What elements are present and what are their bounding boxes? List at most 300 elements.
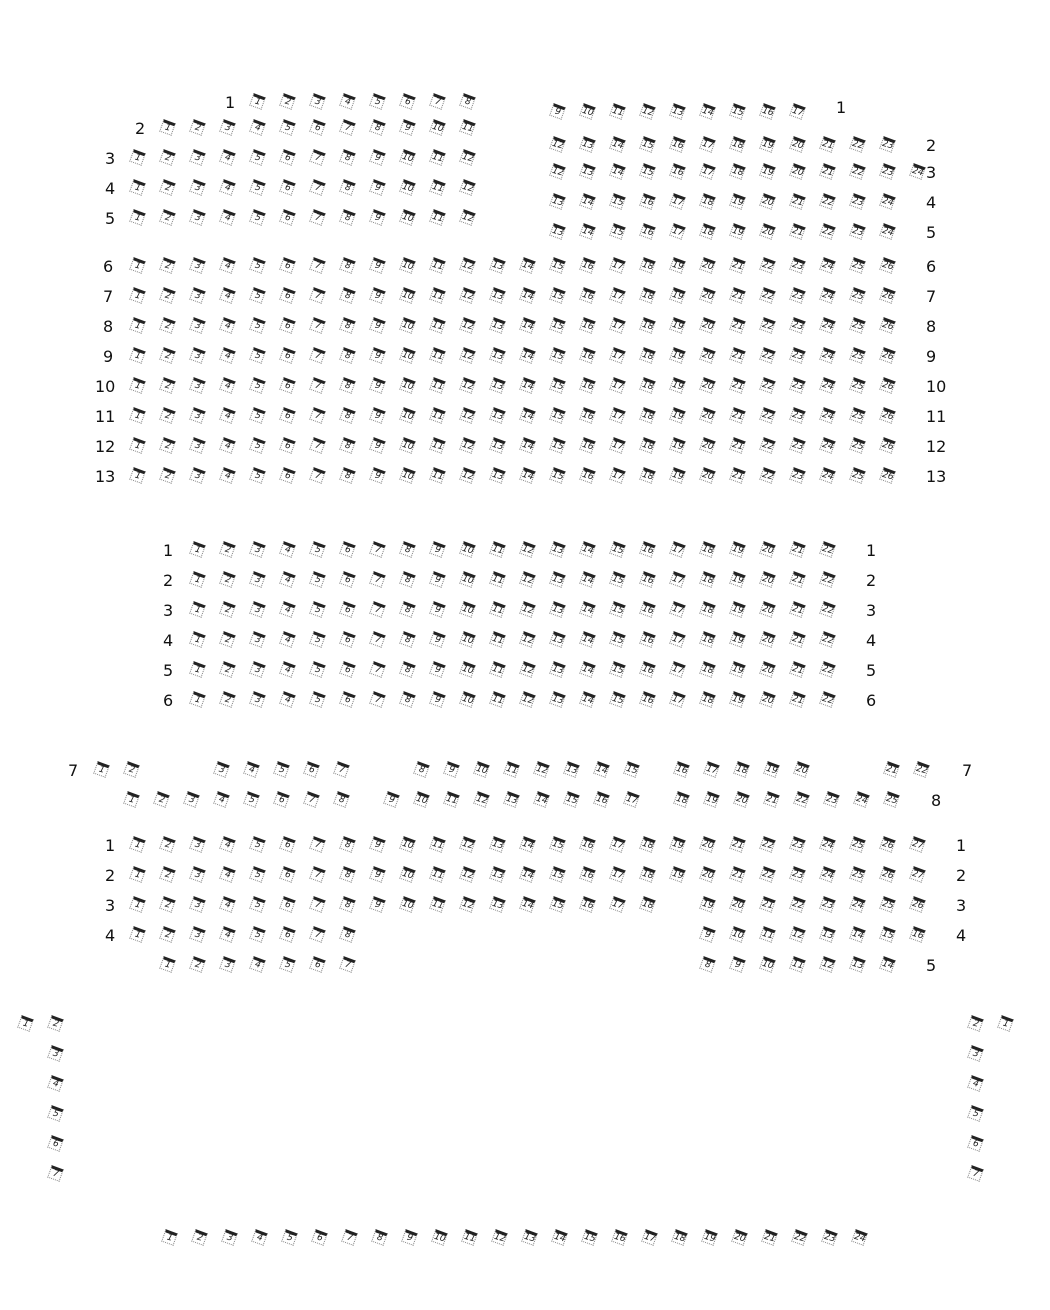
seat[interactable]	[669, 571, 686, 588]
seat[interactable]	[249, 631, 266, 648]
seat[interactable]	[669, 407, 686, 424]
seat[interactable]	[819, 287, 836, 304]
seat[interactable]	[913, 761, 930, 778]
seat[interactable]	[519, 257, 536, 274]
seat[interactable]	[183, 791, 200, 808]
seat[interactable]	[129, 317, 146, 334]
seat[interactable]	[759, 571, 776, 588]
seat[interactable]	[729, 347, 746, 364]
seat[interactable]	[789, 257, 806, 274]
seat[interactable]	[249, 149, 266, 166]
seat[interactable]	[459, 691, 476, 708]
seat[interactable]	[159, 347, 176, 364]
seat[interactable]	[399, 377, 416, 394]
seat[interactable]	[153, 791, 170, 808]
seat[interactable]	[473, 761, 490, 778]
seat[interactable]	[429, 601, 446, 618]
seat[interactable]	[849, 866, 866, 883]
seat[interactable]	[579, 163, 596, 180]
seat[interactable]	[279, 467, 296, 484]
seat[interactable]	[669, 317, 686, 334]
seat[interactable]	[249, 257, 266, 274]
seat[interactable]	[339, 377, 356, 394]
seat[interactable]	[399, 257, 416, 274]
seat[interactable]	[909, 896, 926, 913]
seat[interactable]	[399, 93, 416, 110]
seat[interactable]	[579, 437, 596, 454]
seat[interactable]	[489, 631, 506, 648]
seat[interactable]	[593, 761, 610, 778]
seat[interactable]	[549, 836, 566, 853]
seat[interactable]	[309, 93, 326, 110]
seat[interactable]	[249, 836, 266, 853]
seat[interactable]	[219, 571, 236, 588]
seat[interactable]	[47, 1045, 64, 1062]
seat[interactable]	[369, 407, 386, 424]
seat[interactable]	[369, 467, 386, 484]
seat[interactable]	[789, 836, 806, 853]
seat[interactable]	[219, 149, 236, 166]
seat[interactable]	[761, 1229, 778, 1246]
seat[interactable]	[609, 136, 626, 153]
seat[interactable]	[159, 467, 176, 484]
seat[interactable]	[503, 791, 520, 808]
seat[interactable]	[489, 317, 506, 334]
seat[interactable]	[609, 541, 626, 558]
seat[interactable]	[699, 377, 716, 394]
seat[interactable]	[879, 866, 896, 883]
seat[interactable]	[489, 571, 506, 588]
seat[interactable]	[413, 761, 430, 778]
seat[interactable]	[729, 437, 746, 454]
seat[interactable]	[279, 179, 296, 196]
seat[interactable]	[549, 407, 566, 424]
seat[interactable]	[309, 601, 326, 618]
seat[interactable]	[219, 257, 236, 274]
seat[interactable]	[369, 119, 386, 136]
seat[interactable]	[369, 571, 386, 588]
seat[interactable]	[699, 163, 716, 180]
seat[interactable]	[429, 437, 446, 454]
seat[interactable]	[251, 1229, 268, 1246]
seat[interactable]	[489, 691, 506, 708]
seat[interactable]	[279, 407, 296, 424]
seat[interactable]	[759, 193, 776, 210]
seat[interactable]	[729, 163, 746, 180]
seat[interactable]	[579, 103, 596, 120]
seat[interactable]	[759, 467, 776, 484]
seat[interactable]	[733, 791, 750, 808]
seat[interactable]	[879, 193, 896, 210]
seat[interactable]	[429, 541, 446, 558]
seat[interactable]	[549, 317, 566, 334]
seat[interactable]	[699, 136, 716, 153]
seat[interactable]	[759, 407, 776, 424]
seat[interactable]	[669, 347, 686, 364]
seat[interactable]	[489, 601, 506, 618]
seat[interactable]	[609, 601, 626, 618]
seat[interactable]	[459, 347, 476, 364]
seat[interactable]	[789, 691, 806, 708]
seat[interactable]	[189, 571, 206, 588]
seat[interactable]	[579, 407, 596, 424]
seat[interactable]	[639, 223, 656, 240]
seat[interactable]	[399, 601, 416, 618]
seat[interactable]	[789, 103, 806, 120]
seat[interactable]	[759, 103, 776, 120]
seat[interactable]	[519, 541, 536, 558]
seat[interactable]	[279, 119, 296, 136]
seat[interactable]	[819, 956, 836, 973]
seat[interactable]	[189, 691, 206, 708]
seat[interactable]	[159, 317, 176, 334]
seat[interactable]	[699, 347, 716, 364]
seat[interactable]	[699, 661, 716, 678]
seat[interactable]	[489, 257, 506, 274]
seat[interactable]	[399, 467, 416, 484]
seat[interactable]	[413, 791, 430, 808]
seat[interactable]	[731, 1229, 748, 1246]
seat[interactable]	[189, 926, 206, 943]
seat[interactable]	[279, 836, 296, 853]
seat[interactable]	[579, 866, 596, 883]
seat[interactable]	[729, 193, 746, 210]
seat[interactable]	[459, 896, 476, 913]
seat[interactable]	[879, 926, 896, 943]
seat[interactable]	[609, 437, 626, 454]
seat[interactable]	[279, 257, 296, 274]
seat[interactable]	[639, 631, 656, 648]
seat[interactable]	[339, 926, 356, 943]
seat[interactable]	[733, 761, 750, 778]
seat[interactable]	[519, 571, 536, 588]
seat[interactable]	[791, 1229, 808, 1246]
seat[interactable]	[639, 103, 656, 120]
seat[interactable]	[249, 956, 266, 973]
seat[interactable]	[219, 541, 236, 558]
seat[interactable]	[579, 661, 596, 678]
seat[interactable]	[579, 541, 596, 558]
seat[interactable]	[759, 287, 776, 304]
seat[interactable]	[549, 377, 566, 394]
seat[interactable]	[789, 136, 806, 153]
seat[interactable]	[443, 791, 460, 808]
seat[interactable]	[489, 437, 506, 454]
seat[interactable]	[521, 1229, 538, 1246]
seat[interactable]	[609, 163, 626, 180]
seat[interactable]	[609, 377, 626, 394]
seat[interactable]	[519, 287, 536, 304]
seat[interactable]	[339, 956, 356, 973]
seat[interactable]	[459, 836, 476, 853]
seat[interactable]	[399, 119, 416, 136]
seat[interactable]	[609, 571, 626, 588]
seat[interactable]	[489, 541, 506, 558]
seat[interactable]	[789, 347, 806, 364]
seat[interactable]	[699, 866, 716, 883]
seat[interactable]	[669, 631, 686, 648]
seat[interactable]	[849, 287, 866, 304]
seat[interactable]	[639, 377, 656, 394]
seat[interactable]	[823, 791, 840, 808]
seat[interactable]	[819, 193, 836, 210]
seat[interactable]	[793, 761, 810, 778]
seat[interactable]	[579, 601, 596, 618]
seat[interactable]	[279, 866, 296, 883]
seat[interactable]	[249, 437, 266, 454]
seat[interactable]	[729, 631, 746, 648]
seat[interactable]	[429, 93, 446, 110]
seat[interactable]	[333, 761, 350, 778]
seat[interactable]	[249, 601, 266, 618]
seat[interactable]	[849, 437, 866, 454]
seat[interactable]	[669, 437, 686, 454]
seat[interactable]	[609, 691, 626, 708]
seat[interactable]	[249, 541, 266, 558]
seat[interactable]	[609, 317, 626, 334]
seat[interactable]	[219, 631, 236, 648]
seat[interactable]	[549, 223, 566, 240]
seat[interactable]	[819, 631, 836, 648]
seat[interactable]	[699, 896, 716, 913]
seat[interactable]	[159, 926, 176, 943]
seat[interactable]	[129, 836, 146, 853]
seat[interactable]	[609, 866, 626, 883]
seat[interactable]	[549, 347, 566, 364]
seat[interactable]	[129, 347, 146, 364]
seat[interactable]	[399, 407, 416, 424]
seat[interactable]	[279, 149, 296, 166]
seat[interactable]	[759, 836, 776, 853]
seat[interactable]	[819, 661, 836, 678]
seat[interactable]	[729, 836, 746, 853]
seat[interactable]	[429, 836, 446, 853]
seat[interactable]	[639, 287, 656, 304]
seat[interactable]	[789, 926, 806, 943]
seat[interactable]	[213, 791, 230, 808]
seat[interactable]	[429, 317, 446, 334]
seat[interactable]	[219, 836, 236, 853]
seat[interactable]	[309, 317, 326, 334]
seat[interactable]	[763, 761, 780, 778]
seat[interactable]	[369, 661, 386, 678]
seat[interactable]	[673, 791, 690, 808]
seat[interactable]	[309, 377, 326, 394]
seat[interactable]	[339, 601, 356, 618]
seat[interactable]	[549, 103, 566, 120]
seat[interactable]	[309, 407, 326, 424]
seat[interactable]	[763, 791, 780, 808]
seat[interactable]	[489, 896, 506, 913]
seat[interactable]	[249, 407, 266, 424]
seat[interactable]	[243, 791, 260, 808]
seat[interactable]	[609, 287, 626, 304]
seat[interactable]	[189, 896, 206, 913]
seat[interactable]	[219, 926, 236, 943]
seat[interactable]	[473, 791, 490, 808]
seat[interactable]	[879, 223, 896, 240]
seat[interactable]	[189, 661, 206, 678]
seat[interactable]	[611, 1229, 628, 1246]
seat[interactable]	[879, 377, 896, 394]
seat[interactable]	[699, 467, 716, 484]
seat[interactable]	[189, 377, 206, 394]
seat[interactable]	[551, 1229, 568, 1246]
seat[interactable]	[699, 541, 716, 558]
seat[interactable]	[729, 317, 746, 334]
seat[interactable]	[819, 223, 836, 240]
seat[interactable]	[249, 467, 266, 484]
seat[interactable]	[519, 661, 536, 678]
seat[interactable]	[967, 1165, 984, 1182]
seat[interactable]	[339, 467, 356, 484]
seat[interactable]	[429, 896, 446, 913]
seat[interactable]	[879, 163, 896, 180]
seat[interactable]	[129, 257, 146, 274]
seat[interactable]	[189, 437, 206, 454]
seat[interactable]	[279, 926, 296, 943]
seat[interactable]	[219, 209, 236, 226]
seat[interactable]	[47, 1075, 64, 1092]
seat[interactable]	[189, 866, 206, 883]
seat[interactable]	[759, 257, 776, 274]
seat[interactable]	[429, 377, 446, 394]
seat[interactable]	[579, 223, 596, 240]
seat[interactable]	[853, 791, 870, 808]
seat[interactable]	[703, 761, 720, 778]
seat[interactable]	[383, 791, 400, 808]
seat[interactable]	[759, 437, 776, 454]
seat[interactable]	[17, 1015, 34, 1032]
seat[interactable]	[189, 631, 206, 648]
seat[interactable]	[311, 1229, 328, 1246]
seat[interactable]	[849, 193, 866, 210]
seat[interactable]	[459, 93, 476, 110]
seat[interactable]	[371, 1229, 388, 1246]
seat[interactable]	[159, 149, 176, 166]
seat[interactable]	[819, 571, 836, 588]
seat[interactable]	[789, 661, 806, 678]
seat[interactable]	[967, 1045, 984, 1062]
seat[interactable]	[339, 407, 356, 424]
seat[interactable]	[399, 836, 416, 853]
seat[interactable]	[459, 601, 476, 618]
seat[interactable]	[849, 257, 866, 274]
seat[interactable]	[729, 257, 746, 274]
seat[interactable]	[519, 317, 536, 334]
seat[interactable]	[609, 836, 626, 853]
seat[interactable]	[849, 377, 866, 394]
seat[interactable]	[669, 866, 686, 883]
seat[interactable]	[849, 347, 866, 364]
seat[interactable]	[639, 257, 656, 274]
seat[interactable]	[303, 791, 320, 808]
seat[interactable]	[189, 287, 206, 304]
seat[interactable]	[339, 317, 356, 334]
seat[interactable]	[669, 223, 686, 240]
seat[interactable]	[549, 896, 566, 913]
seat[interactable]	[789, 223, 806, 240]
seat[interactable]	[549, 866, 566, 883]
seat[interactable]	[399, 631, 416, 648]
seat[interactable]	[519, 407, 536, 424]
seat[interactable]	[849, 467, 866, 484]
seat[interactable]	[279, 631, 296, 648]
seat[interactable]	[609, 103, 626, 120]
seat[interactable]	[309, 437, 326, 454]
seat[interactable]	[429, 257, 446, 274]
seat[interactable]	[279, 93, 296, 110]
seat[interactable]	[729, 103, 746, 120]
seat[interactable]	[429, 691, 446, 708]
seat[interactable]	[129, 407, 146, 424]
seat[interactable]	[339, 93, 356, 110]
seat[interactable]	[459, 257, 476, 274]
seat[interactable]	[93, 761, 110, 778]
seat[interactable]	[789, 896, 806, 913]
seat[interactable]	[309, 956, 326, 973]
seat[interactable]	[789, 407, 806, 424]
seat[interactable]	[549, 163, 566, 180]
seat[interactable]	[639, 163, 656, 180]
seat[interactable]	[789, 377, 806, 394]
seat[interactable]	[309, 347, 326, 364]
seat[interactable]	[639, 661, 656, 678]
seat[interactable]	[459, 149, 476, 166]
seat[interactable]	[819, 541, 836, 558]
seat[interactable]	[309, 896, 326, 913]
seat[interactable]	[399, 317, 416, 334]
seat[interactable]	[459, 377, 476, 394]
seat[interactable]	[789, 437, 806, 454]
seat[interactable]	[309, 836, 326, 853]
seat[interactable]	[129, 179, 146, 196]
seat[interactable]	[219, 317, 236, 334]
seat[interactable]	[609, 347, 626, 364]
seat[interactable]	[639, 866, 656, 883]
seat[interactable]	[47, 1015, 64, 1032]
seat[interactable]	[639, 541, 656, 558]
seat[interactable]	[849, 223, 866, 240]
seat[interactable]	[609, 631, 626, 648]
seat[interactable]	[503, 761, 520, 778]
seat[interactable]	[339, 866, 356, 883]
seat[interactable]	[309, 926, 326, 943]
seat[interactable]	[491, 1229, 508, 1246]
seat[interactable]	[123, 791, 140, 808]
seat[interactable]	[639, 136, 656, 153]
seat[interactable]	[819, 377, 836, 394]
seat[interactable]	[819, 866, 836, 883]
seat[interactable]	[189, 836, 206, 853]
seat[interactable]	[219, 896, 236, 913]
seat[interactable]	[459, 407, 476, 424]
seat[interactable]	[429, 179, 446, 196]
seat[interactable]	[699, 257, 716, 274]
seat[interactable]	[249, 119, 266, 136]
seat[interactable]	[159, 119, 176, 136]
seat[interactable]	[219, 601, 236, 618]
seat[interactable]	[159, 836, 176, 853]
seat[interactable]	[219, 179, 236, 196]
seat[interactable]	[849, 136, 866, 153]
seat[interactable]	[129, 866, 146, 883]
seat[interactable]	[219, 347, 236, 364]
seat[interactable]	[669, 377, 686, 394]
seat[interactable]	[519, 836, 536, 853]
seat[interactable]	[429, 407, 446, 424]
seat[interactable]	[549, 571, 566, 588]
